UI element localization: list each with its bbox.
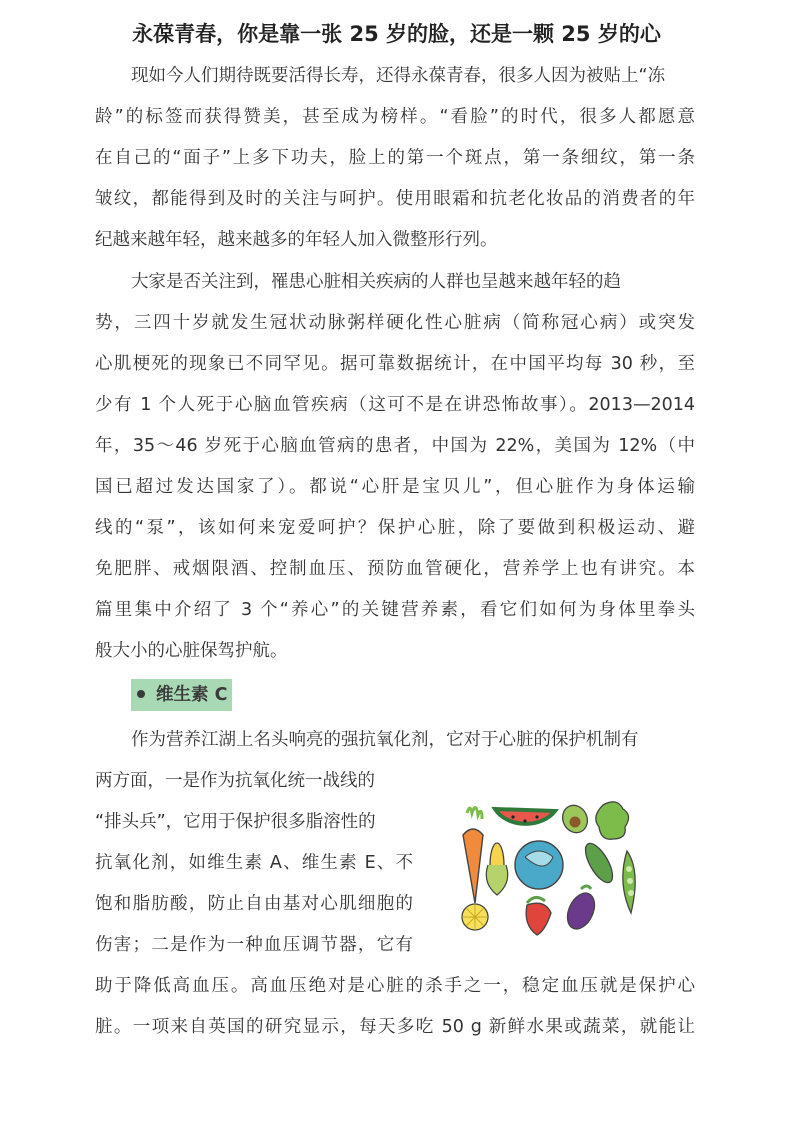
text-line: 国已超过发达国家了）。都说“心肝是宝贝儿”，但心脏作为身体运输: [95, 477, 695, 497]
text-line: 大家是否关注到，罹患心脏相关疾病的人群也呈越来越年轻的趋: [131, 272, 621, 292]
text-line: “排头兵”，它用于保护很多脂溶性的: [95, 812, 376, 832]
text-line: 在自己的“面子”上多下功夫，脸上的第一个斑点，第一条细纹，第一条: [95, 148, 695, 168]
text-line: 心肌梗死的现象已不同罕见。据可靠数据统计，在中国平均每 30 秒，至: [95, 354, 695, 374]
paragraph-intro: [95, 56, 695, 261]
text-line: 助于降低高血压。高血压绝对是心脏的杀手之一，稳定血压就是保护心: [95, 976, 695, 996]
page-title: 永葆青春，你是靠一张 25 岁的脸，还是一颗 25 岁的心: [132, 22, 661, 46]
text-line: 现如今人们期待既要活得长寿，还得永葆青春，很多人因为被贴上“冻: [131, 66, 666, 86]
avocado-icon: [558, 801, 592, 837]
text-line: 篇里集中介绍了 3 个“养心”的关键营养素，看它们如何为身体里拳头: [95, 600, 695, 620]
section-heading: [131, 679, 232, 711]
cabbage-icon: [515, 841, 563, 889]
text-line: 脏。一项来自英国的研究显示，每天多吃 50 g 新鲜水果或蔬菜，就能让: [95, 1017, 695, 1037]
carrot-icon: [463, 807, 483, 903]
text-line: 纪越来越年轻，越来越多的年轻人加入微整形行列。: [95, 230, 498, 250]
text-line: 年，35～46 岁死于心脑血管病的患者，中国为 22%，美国为 12%（中: [95, 436, 695, 456]
text-line: 皱纹，都能得到及时的关注与呵护。使用眼霜和抗老化妆品的消费者的年: [95, 189, 695, 209]
fruits-vegetables-illustration: [455, 795, 645, 937]
bullet-icon: [137, 690, 145, 698]
text-line: 般大小的心脏保驾护航。: [95, 641, 288, 661]
pea-pod-icon: [623, 851, 635, 913]
text-line: 龄”的标签而获得赞美，甚至成为榜样。“看脸”的时代，很多人都愿意: [95, 107, 695, 127]
cucumber-icon: [580, 839, 618, 886]
lettuce-icon: [596, 802, 629, 839]
text-line: 伤害；二是作为一种血压调节器，它有: [95, 935, 413, 955]
text-line: 抗氧化剂，如维生素 A、维生素 E、不: [95, 853, 413, 873]
text-line: 线的“泵”，该如何来宠爱呵护？保护心脏，除了要做到积极运动、避: [95, 518, 695, 538]
text-line: 作为营养江湖上名头响亮的强抗氧化剂，它对于心脏的保护机制有: [131, 730, 639, 750]
text-line: 免肥胖、戒烟限酒、控制血压、预防血管硬化，营养学上也有讲究。本: [95, 559, 695, 579]
eggplant-icon: [562, 886, 600, 933]
corn-icon: [486, 843, 507, 895]
lemon-slice-icon: [462, 904, 488, 930]
strawberry-icon: [526, 897, 551, 935]
text-line: 势，三四十岁就发生冠状动脉粥样硬化性心脏病（简称冠心病）或突发: [95, 313, 695, 333]
paragraph-heart-disease: [95, 262, 695, 672]
text-line: 两方面，一是作为抗氧化统一战线的: [95, 771, 375, 791]
text-line: 饱和脂肪酸，防止自由基对心肌细胞的: [95, 894, 413, 914]
watermelon-icon: [495, 809, 555, 824]
section-heading-label: 维生素 C: [156, 685, 228, 705]
text-line: 少有 1 个人死于心脑血管疾病（这可不是在讲恐怖故事）。2013—2014: [95, 395, 695, 415]
